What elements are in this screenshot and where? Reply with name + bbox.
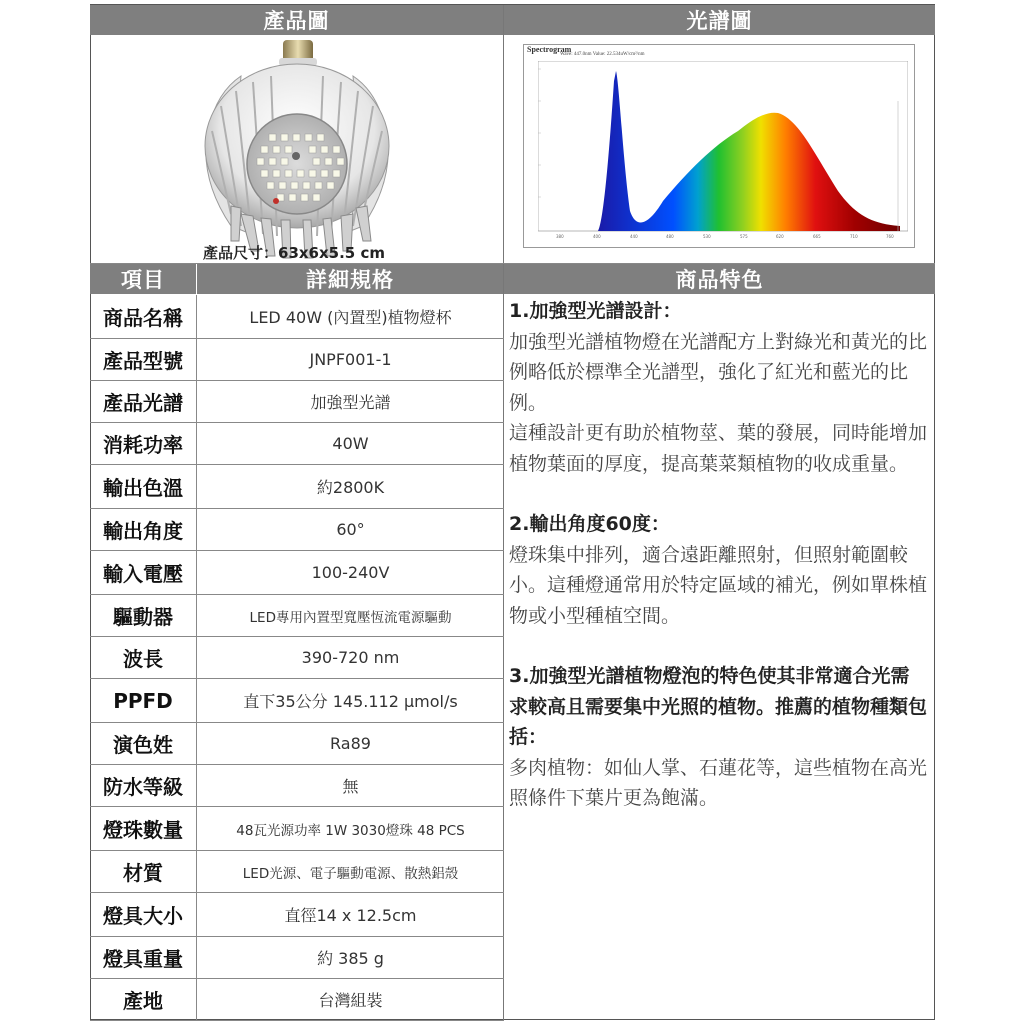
table-row bbox=[90, 851, 504, 893]
spec-label: 燈珠數量 bbox=[90, 807, 197, 850]
table-row bbox=[90, 979, 504, 1021]
spec-label: 燈具大小 bbox=[90, 893, 197, 936]
spec-label: 產品光譜 bbox=[90, 381, 197, 422]
spectrum-plot bbox=[538, 61, 908, 243]
spectrogram-readout: Wave: 447.0nm Value: 22.534uW/cm²/nm bbox=[560, 52, 645, 57]
spec-label: 輸出角度 bbox=[90, 509, 197, 550]
spec-label: 材質 bbox=[90, 851, 197, 892]
spectrum-header: 光譜圖 bbox=[504, 5, 935, 35]
svg-text:400: 400 bbox=[593, 234, 601, 239]
spec-label: 產地 bbox=[90, 979, 197, 1020]
spec-value: 無 bbox=[342, 777, 359, 796]
spec-value: JNPF001-1 bbox=[309, 350, 392, 369]
table-row bbox=[90, 807, 504, 851]
table-row bbox=[90, 339, 504, 381]
table-row bbox=[90, 637, 504, 679]
spec-value: 直徑14 x 12.5cm bbox=[284, 906, 417, 925]
spec-value: LED專用內置型寬壓恆流電源驅動 bbox=[249, 609, 452, 626]
spec-label: 消耗功率 bbox=[90, 423, 197, 464]
product-image bbox=[91, 36, 503, 264]
feature-2-title: 2.輸出角度60度： bbox=[509, 513, 670, 535]
feature-1-title: 1.加強型光譜設計： bbox=[509, 300, 682, 322]
svg-text:480: 480 bbox=[666, 234, 674, 239]
svg-text:760: 760 bbox=[886, 234, 894, 239]
table-row bbox=[90, 295, 504, 339]
product-size-label: 產品尺寸：63x6x5.5 cm bbox=[203, 244, 385, 262]
spec-value: 100-240V bbox=[311, 563, 390, 582]
spec-value: 390-720 nm bbox=[301, 648, 400, 667]
features-column-header: 商品特色 bbox=[504, 264, 935, 294]
svg-text:380: 380 bbox=[556, 234, 564, 239]
spec-label: 燈具重量 bbox=[90, 937, 197, 978]
product-image-header: 產品圖 bbox=[90, 5, 503, 35]
spec-value: Ra89 bbox=[330, 734, 371, 753]
spec-value: 60° bbox=[336, 520, 365, 539]
spec-label: 產品型號 bbox=[90, 339, 197, 380]
feature-3-title: 3.加強型光譜植物燈泡的特色使其非常適合光需求較高且需要集中光照的植物。推薦的植物種類包括： bbox=[509, 665, 928, 748]
svg-text:710: 710 bbox=[850, 234, 858, 239]
spec-value: 直下35公分 145.112 µmol/s bbox=[243, 692, 458, 711]
table-row bbox=[90, 723, 504, 765]
table-row bbox=[90, 595, 504, 637]
spec-value: 約 385 g bbox=[317, 949, 384, 968]
feature-2-body: 燈珠集中排列，適合遠距離照射，但照射範圍較小。這種燈通常用於特定區域的補光，例如單株植物或小型種植空間。 bbox=[509, 543, 928, 627]
table-row bbox=[90, 551, 504, 595]
svg-text:530: 530 bbox=[703, 234, 711, 239]
svg-text:620: 620 bbox=[776, 234, 784, 239]
svg-text:440: 440 bbox=[630, 234, 638, 239]
spec-value: 48瓦光源功率 1W 3030燈珠 48 PCS bbox=[236, 822, 465, 839]
feature-1-body-2: 這種設計更有助於植物莖、葉的發展，同時能增加植物葉面的厚度，提高葉菜類植物的收成重量。 bbox=[509, 422, 928, 475]
spec-value: 40W bbox=[332, 434, 369, 453]
spec-label: 商品名稱 bbox=[90, 295, 197, 338]
table-row bbox=[90, 381, 504, 423]
spec-label: 驅動器 bbox=[90, 595, 197, 636]
spec-label: 輸入電壓 bbox=[90, 551, 197, 594]
item-column-header: 項目 bbox=[90, 264, 196, 294]
table-row bbox=[90, 509, 504, 551]
spec-label: 防水等級 bbox=[90, 765, 197, 806]
features-panel bbox=[509, 296, 927, 814]
spec-value: 台灣組裝 bbox=[318, 991, 383, 1010]
spec-value: 約2800K bbox=[316, 478, 385, 497]
table-row bbox=[90, 937, 504, 979]
spec-label: 波長 bbox=[90, 637, 197, 678]
spec-value: LED光源、電子驅動電源、散熱鋁殼 bbox=[242, 865, 459, 882]
table-row bbox=[90, 423, 504, 465]
table-row bbox=[90, 765, 504, 807]
spec-value: 加強型光譜 bbox=[310, 393, 391, 412]
svg-text:665: 665 bbox=[813, 234, 821, 239]
table-row bbox=[90, 893, 504, 937]
table-row bbox=[90, 679, 504, 723]
spectrogram-chart bbox=[523, 44, 915, 248]
spec-label: 輸出色溫 bbox=[90, 465, 197, 508]
spectrogram-title: Spectrogram bbox=[527, 45, 572, 54]
feature-1-body-1: 加強型光譜植物燈在光譜配方上對綠光和黃光的比例略低於標準全光譜型，強化了紅光和藍光的比例。 bbox=[509, 330, 928, 414]
feature-3-body: 多肉植物：如仙人掌、石蓮花等，這些植物在高光照條件下葉片更為飽滿。 bbox=[509, 756, 928, 809]
spec-label: 演色姓 bbox=[90, 723, 197, 764]
svg-text:575: 575 bbox=[740, 234, 748, 239]
spec-label: PPFD bbox=[90, 679, 197, 722]
table-row bbox=[90, 465, 504, 509]
spec-value: LED 40W (內置型)植物燈杯 bbox=[249, 308, 452, 327]
detail-column-header: 詳細規格 bbox=[197, 264, 503, 294]
